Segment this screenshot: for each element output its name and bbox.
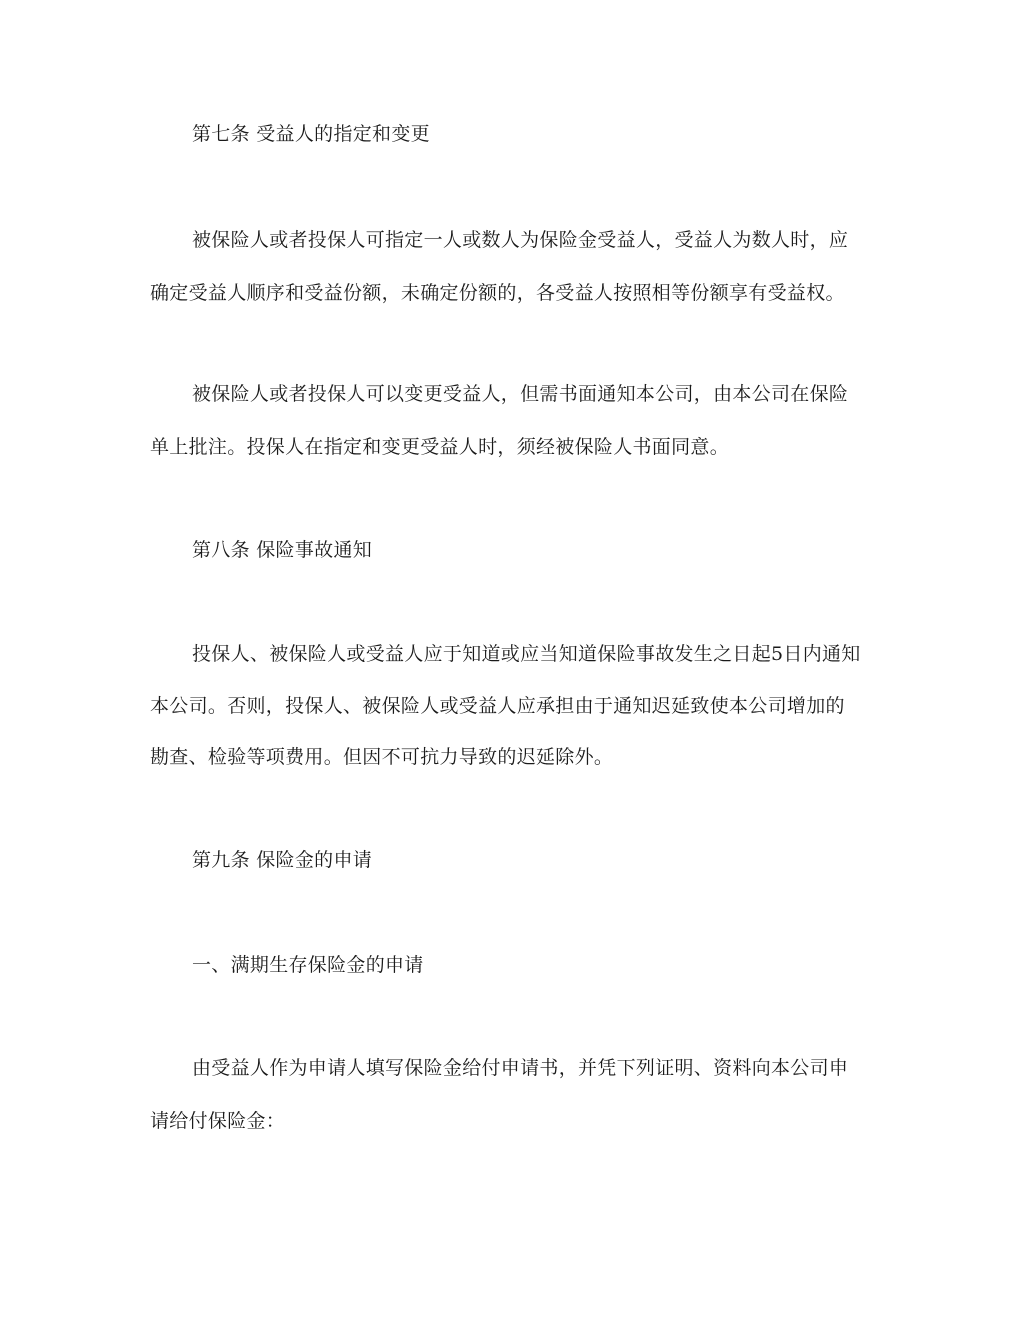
article-7-para1-line1: 被保险人或者投保人可指定一人或数人为保险金受益人，受益人为数人时，应 [192,229,849,251]
article-7-para2-line2: 单上批注。投保人在指定和变更受益人时，须经被保险人书面同意。 [150,436,730,458]
article-8-para1-line1: 投保人、被保险人或受益人应于知道或应当知道保险事故发生之日起5日内通知 [192,643,861,665]
article-9-para1-line2: 请给付保险金： [150,1110,286,1132]
article-7-para1-line2: 确定受益人顺序和受益份额，未确定份额的，各受益人按照相等份额享有受益权。 [150,282,845,304]
article-8-para1-line3: 勘查、检验等项费用。但因不可抗力导致的迟延除外。 [150,746,614,768]
article-8-para1-line2: 本公司。否则，投保人、被保险人或受益人应承担由于通知迟延致使本公司增加的 [150,695,845,717]
article-9-subheading: 一、满期生存保险金的申请 [192,954,424,976]
article-7-para2-line1: 被保险人或者投保人可以变更受益人，但需书面通知本公司，由本公司在保险 [192,383,849,405]
article-7-heading: 第七条 受益人的指定和变更 [192,123,430,145]
article-9-para1-line1: 由受益人作为申请人填写保险金给付申请书，并凭下列证明、资料向本公司申 [192,1057,849,1079]
article-8-heading: 第八条 保险事故通知 [192,539,373,561]
article-9-heading: 第九条 保险金的申请 [192,849,373,871]
